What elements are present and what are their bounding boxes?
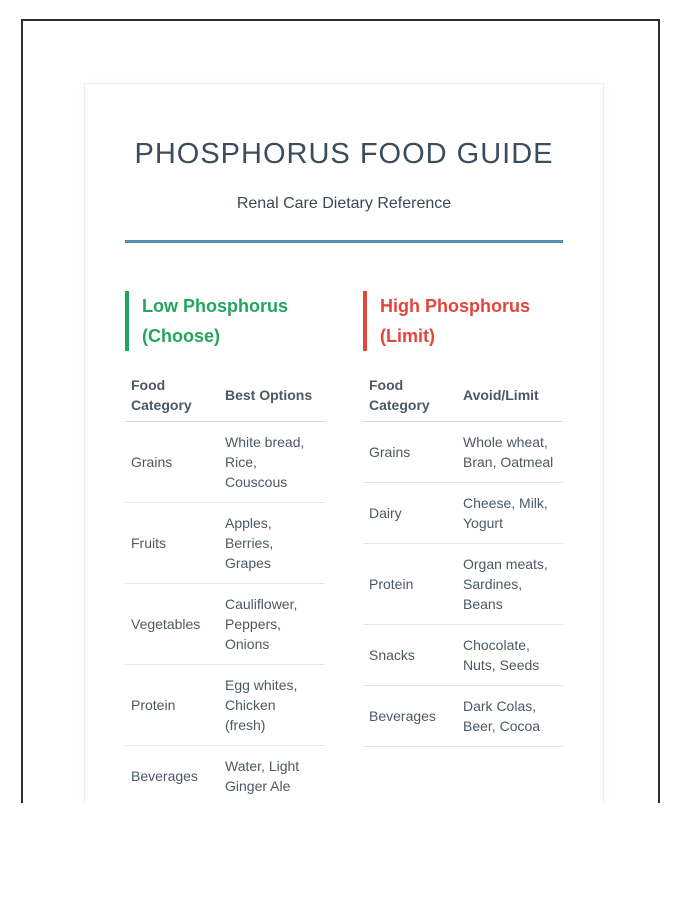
guide-card xyxy=(84,83,604,803)
column-header-best-options: Best Options xyxy=(219,363,325,422)
table-row xyxy=(125,746,325,804)
category-cell: Grains xyxy=(363,422,457,483)
table-row xyxy=(125,584,325,665)
table-row xyxy=(125,665,325,746)
high-phosphorus-heading: High Phosphorus (Limit) xyxy=(363,291,563,351)
items-cell: Cauliflower, Peppers, Onions xyxy=(219,584,325,665)
items-cell: Apples, Berries, Grapes xyxy=(219,503,325,584)
category-cell: Fruits xyxy=(125,503,219,584)
table-header-row xyxy=(363,363,563,422)
category-cell: Protein xyxy=(363,544,457,625)
low-phosphorus-section xyxy=(125,291,325,803)
table-header-row xyxy=(125,363,325,422)
table-row xyxy=(363,422,563,483)
category-cell: Snacks xyxy=(363,625,457,686)
items-cell: Cheese, Milk, Yogurt xyxy=(457,483,563,544)
items-cell: Chocolate, Nuts, Seeds xyxy=(457,625,563,686)
category-cell: Grains xyxy=(125,422,219,503)
page-title: PHOSPHORUS FOOD GUIDE xyxy=(134,138,554,170)
category-cell: Dairy xyxy=(363,483,457,544)
high-phosphorus-section xyxy=(363,291,563,803)
column-header-food-category: Food Category xyxy=(125,363,219,422)
table-row xyxy=(363,686,563,747)
table-row xyxy=(125,503,325,584)
low-phosphorus-heading: Low Phosphorus (Choose) xyxy=(125,291,325,351)
column-header-avoid-limit: Avoid/Limit xyxy=(457,363,563,422)
columns-container xyxy=(125,291,563,803)
table-row xyxy=(363,483,563,544)
category-cell: Vegetables xyxy=(125,584,219,665)
items-cell: Egg whites, Chicken (fresh) xyxy=(219,665,325,746)
items-cell: Whole wheat, Bran, Oatmeal xyxy=(457,422,563,483)
category-cell: Protein xyxy=(125,665,219,746)
items-cell: Organ meats, Sardines, Beans xyxy=(457,544,563,625)
table-row xyxy=(125,422,325,503)
title-divider xyxy=(125,240,563,243)
items-cell: Water, Light Ginger Ale xyxy=(219,746,325,804)
high-phosphorus-table xyxy=(363,363,563,747)
category-cell: Beverages xyxy=(125,746,219,804)
items-cell: White bread, Rice, Couscous xyxy=(219,422,325,503)
items-cell: Dark Colas, Beer, Cocoa xyxy=(457,686,563,747)
page-frame xyxy=(21,19,660,803)
low-phosphorus-table xyxy=(125,363,325,803)
table-row xyxy=(363,625,563,686)
column-header-food-category: Food Category xyxy=(363,363,457,422)
category-cell: Beverages xyxy=(363,686,457,747)
table-row xyxy=(363,544,563,625)
page-subtitle: Renal Care Dietary Reference xyxy=(236,195,452,212)
